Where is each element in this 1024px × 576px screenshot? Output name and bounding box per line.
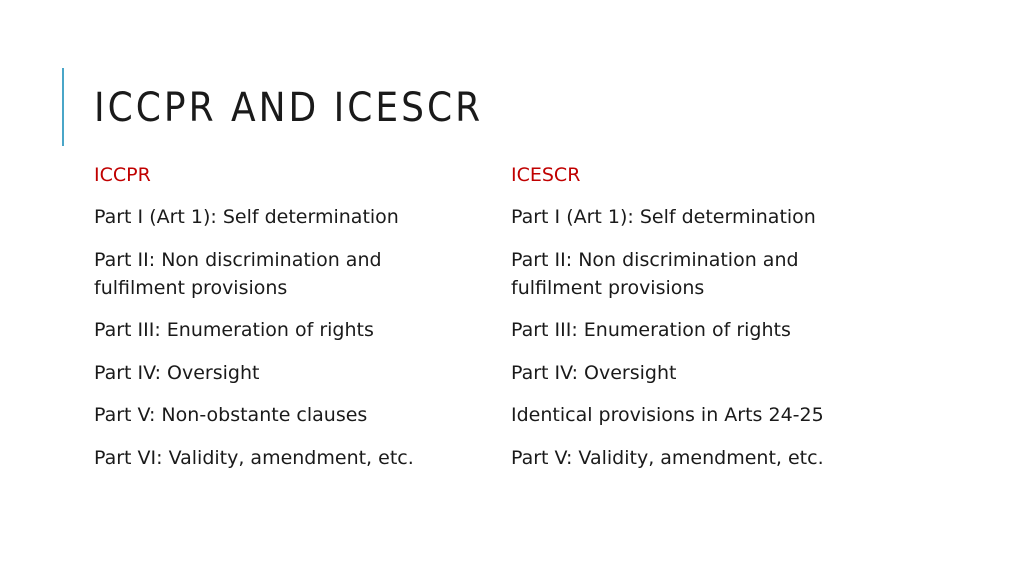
iccpr-column [94,161,474,486]
icescr-item-part-4: Part IV: Oversight [511,361,677,384]
icescr-column [511,161,891,486]
icescr-list [511,203,891,472]
iccpr-item-part-5: Part V: Non-obstante clauses [94,404,368,426]
slide-title: ICCPR AND ICESCR [94,85,484,131]
iccpr-item-part-6: Part VI: Validity, amendment, etc. [94,446,414,469]
iccpr-list [94,203,474,472]
iccpr-item-part-1: Part I (Art 1): Self determination [94,206,399,228]
icescr-item-part-3: Part III: Enumeration of rights [511,319,791,341]
icescr-item-part-1: Part I (Art 1): Self determination [511,206,816,228]
icescr-item-identical-provisions: Identical provisions in Arts 24-25 [511,404,824,426]
iccpr-heading: ICCPR [94,164,151,186]
icescr-heading: ICESCR [511,164,581,186]
title-accent-bar [62,68,64,146]
iccpr-item-part-4: Part IV: Oversight [94,361,260,384]
iccpr-item-part-3: Part III: Enumeration of rights [94,319,374,341]
icescr-item-part-2: Part II: Non discrimination and fulfilment provisions [511,248,799,299]
iccpr-item-part-2: Part II: Non discrimination and fulfilment provisions [94,248,382,299]
icescr-item-part-5: Part V: Validity, amendment, etc. [511,446,824,469]
